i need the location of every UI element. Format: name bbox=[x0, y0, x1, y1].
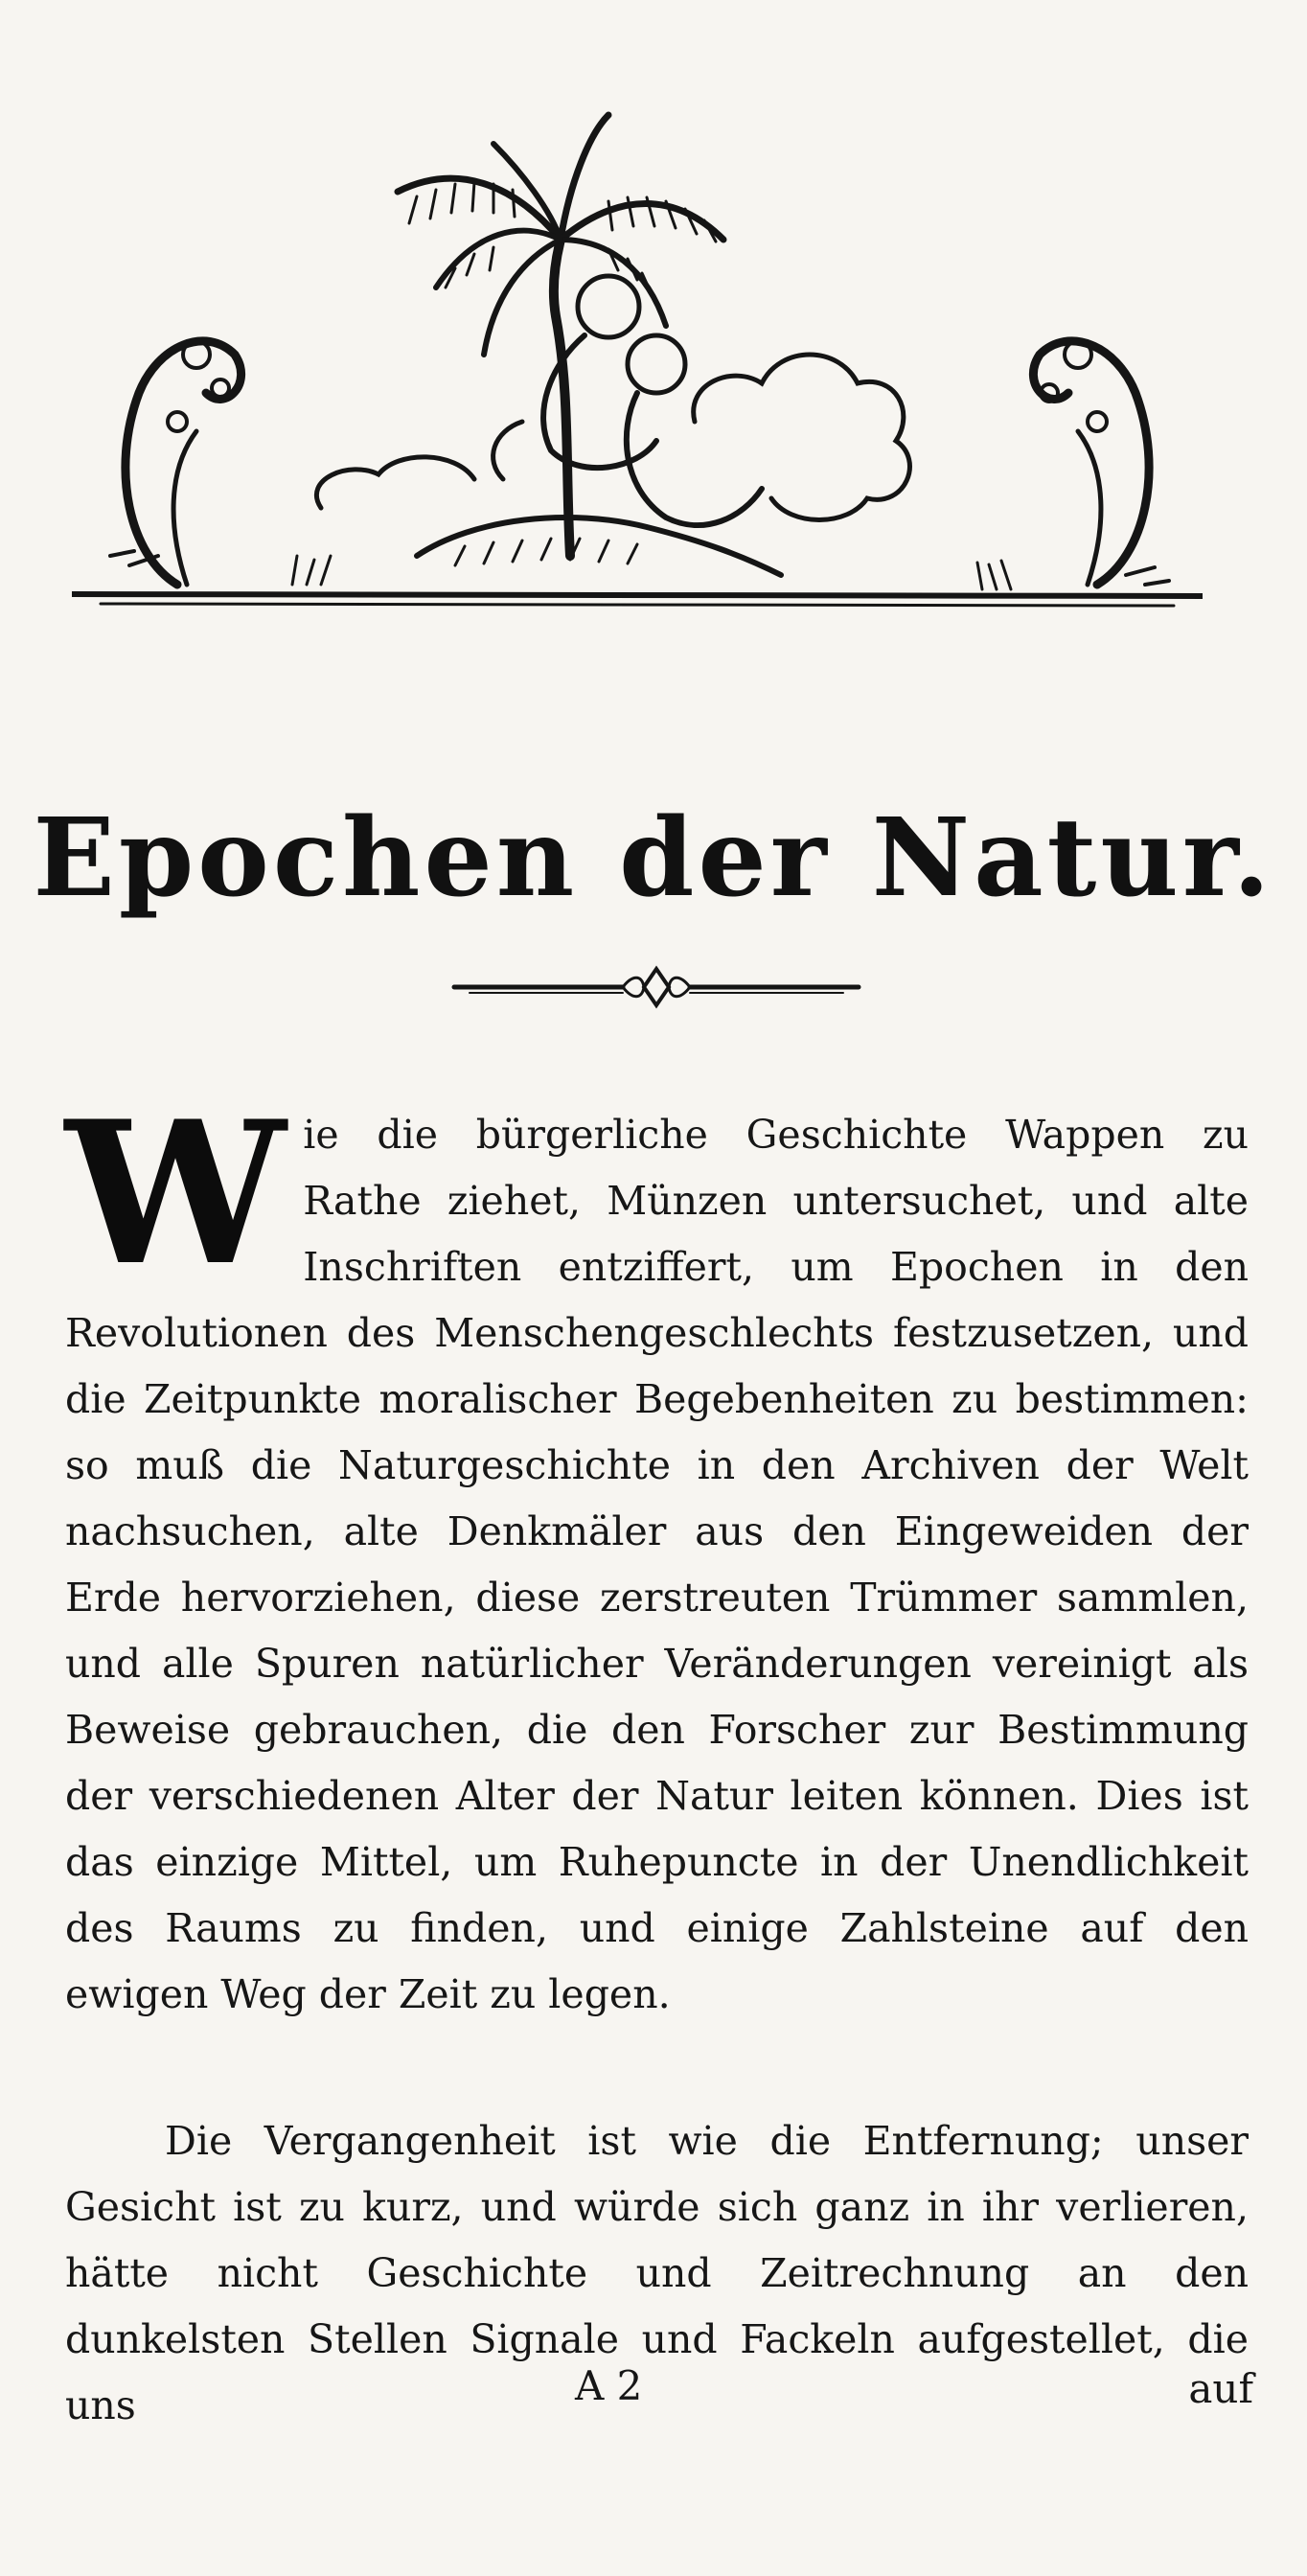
paragraph-1-text: ie die bürgerliche Geschichte Wappen zu Rathe ziehet, Münzen untersuchet, und alte Inschriften entziffert, um Epochen in den Revolutionen des Menschengeschlechts festzusetzen, und die Zeitpunkte moralischer Begebenheiten zu bestimmen: so muß die Naturgeschichte in den Archiven der Welt nachsuchen, alte Denkmäler aus den Eingeweiden der Erde hervorziehen, diese zerstreuten Trümmer sammlen, und alle Spuren natürlicher Veränderungen vereinigt als Beweise gebrauchen, die den Forscher zur Bestimmung der verschiedenen Alter der Natur leiten können. Dies ist das einzige Mittel, um Ruhepuncte in der Unendlichkeit des Raums zu finden, und einige Zahlsteine auf den ewigen Weg der Zeit zu legen. bbox=[65, 1112, 1249, 2017]
signature-mark: A 2 bbox=[575, 2362, 643, 2409]
catchword: auf bbox=[1188, 2365, 1253, 2412]
dropcap-initial: W bbox=[65, 1079, 287, 1309]
page-title: Epochen der Natur. bbox=[33, 795, 1274, 921]
paragraph-1 bbox=[65, 1079, 1249, 2028]
headpiece-ornament-icon bbox=[72, 105, 1203, 661]
title-rule-ornament-icon bbox=[450, 963, 862, 1011]
paragraph-2: Die Vergangenheit ist wie die Entfernung; unser Gesicht ist zu kurz, und würde sich ganz in ihr verlieren, hätte nicht Geschichte und Zeitrechnung an den dunkelsten Stellen Signale und Fackeln aufgestellet, die uns bbox=[65, 2118, 1249, 2428]
